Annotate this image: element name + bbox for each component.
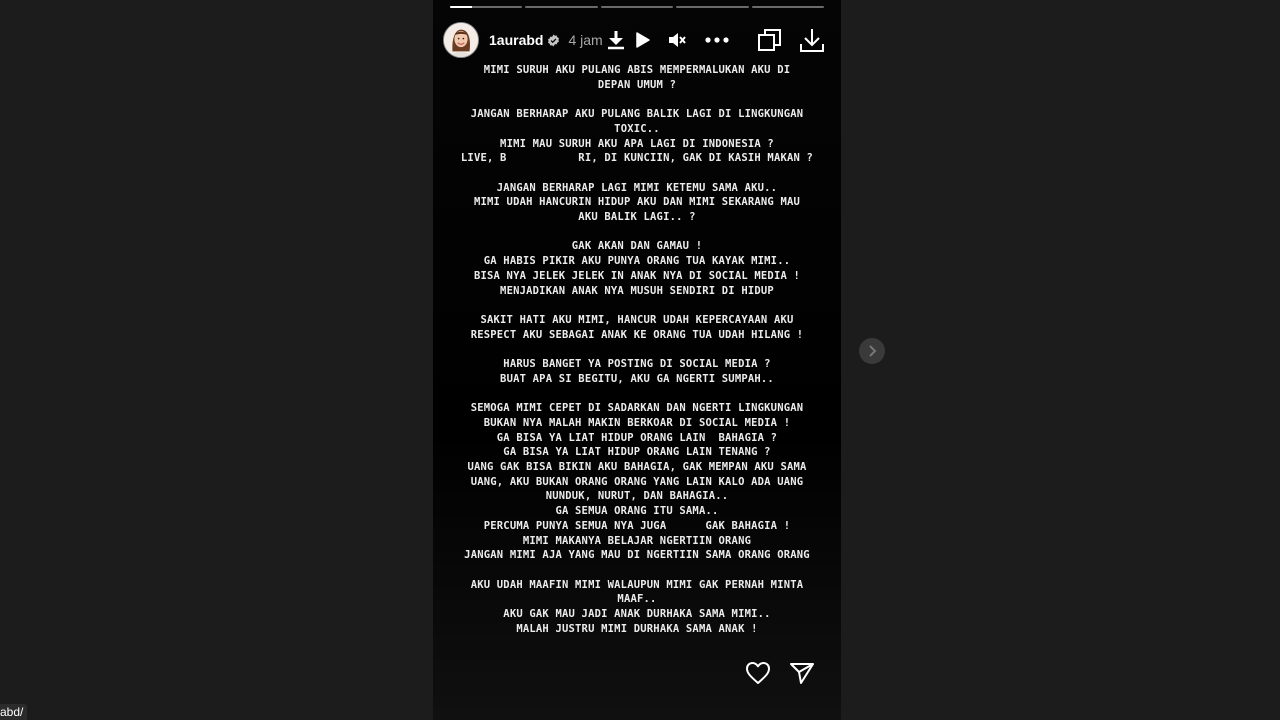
chevron-right-icon (867, 345, 877, 357)
post-time: 4 jam (568, 32, 603, 48)
speaker-muted-icon[interactable] (665, 28, 689, 52)
download-icon[interactable] (798, 28, 826, 52)
copy-icon[interactable] (756, 28, 784, 52)
story-header (443, 20, 831, 60)
avatar-image (444, 22, 478, 58)
avatar[interactable] (443, 22, 479, 58)
progress-segment (450, 6, 522, 8)
username[interactable]: 1aurabd (489, 32, 544, 48)
story-viewer (433, 0, 841, 720)
more-options-icon[interactable] (705, 28, 729, 52)
story-progress-bar (450, 6, 824, 8)
download-icon[interactable] (604, 28, 628, 52)
heart-icon[interactable] (744, 660, 772, 686)
progress-segment (676, 6, 748, 8)
next-story-button[interactable] (859, 338, 885, 364)
send-icon[interactable] (788, 660, 816, 686)
progress-segment (752, 6, 824, 8)
progress-segment (525, 6, 597, 8)
progress-segment (601, 6, 673, 8)
story-text: MIMI SURUH AKU PULANG ABIS MEMPERMALUKAN AKU DI DEPAN UMUM ? JANGAN BERHARAP AKU PULANG BALIK LAGI DI LINGKUNGAN TOXIC.. MIMI MAU SURUH AKU APA LAGI DI INDONESIA ? LIVE, B RI, DI KUNCIIN, GAK DI KASIH MAKAN ? JANGAN BERHARAP LAGI MIMI KETEMU SAMA AKU.. MIMI UDAH HANCURIN HIDUP AKU DAN MIMI SEKARANG MAU AKU BALIK LAGI.. ? GAK AKAN DAN GAMAU ! GA HABIS PIKIR AKU PUNYA ORANG TUA KAYAK MIMI.. BISA NYA JELEK JELEK IN ANAK NYA DI SOCIAL MEDIA ! MENJADIKAN ANAK NYA MUSUH SENDIRI DI HIDUP SAKIT HATI AKU MIMI, HANCUR UDAH KEPERCAYAAN AKU RESPECT AKU SEBAGAI ANAK KE ORANG TUA UDAH HILANG ! HARUS BANGET YA POSTING DI SOCIAL MEDIA ? BUAT APA SI BEGITU, AKU GA NGERTI SUMPAH.. SEMOGA MIMI CEPET DI SADARKAN DAN NGERTI LINGKUNGAN BUKAN NYA MALAH MAKIN BERKOAR DI SOCIAL MEDIA ! GA BISA YA LIAT HIDUP ORANG LAIN BAHAGIA ? GA BISA YA LIAT HIDUP ORANG LAIN TENANG ? UANG GAK BISA BIKIN AKU BAHAGIA, GAK MEMPAN AKU SAMA UANG, AKU BUKAN ORANG ORANG YANG LAIN KALO ADA UANG NUNDUK, NURUT, DAN BAHAGIA.. GA SEMUA ORANG ITU SAMA.. PERCUMA PUNYA SEMUA NYA JUGA GAK BAHAGIA ! MIMI MAKANYA BELAJAR NGERTIIN ORANG JANGAN MIMI AJA YANG MAU DI NGERTIIN SAMA ORANG ORANG AKU UDAH MAAFIN MIMI WALAUPUN MIMI GAK PERNAH MINTA MAAF.. AKU GAK MAU JADI ANAK DURHAKA SAMA MIMI.. MALAH JUSTRU MIMI DURHAKA SAMA ANAK ! (460, 64, 814, 635)
verified-badge-icon (547, 34, 560, 47)
play-icon[interactable] (630, 28, 654, 52)
progress-fill (450, 6, 472, 8)
status-url-tooltip: abd/ (0, 704, 27, 720)
